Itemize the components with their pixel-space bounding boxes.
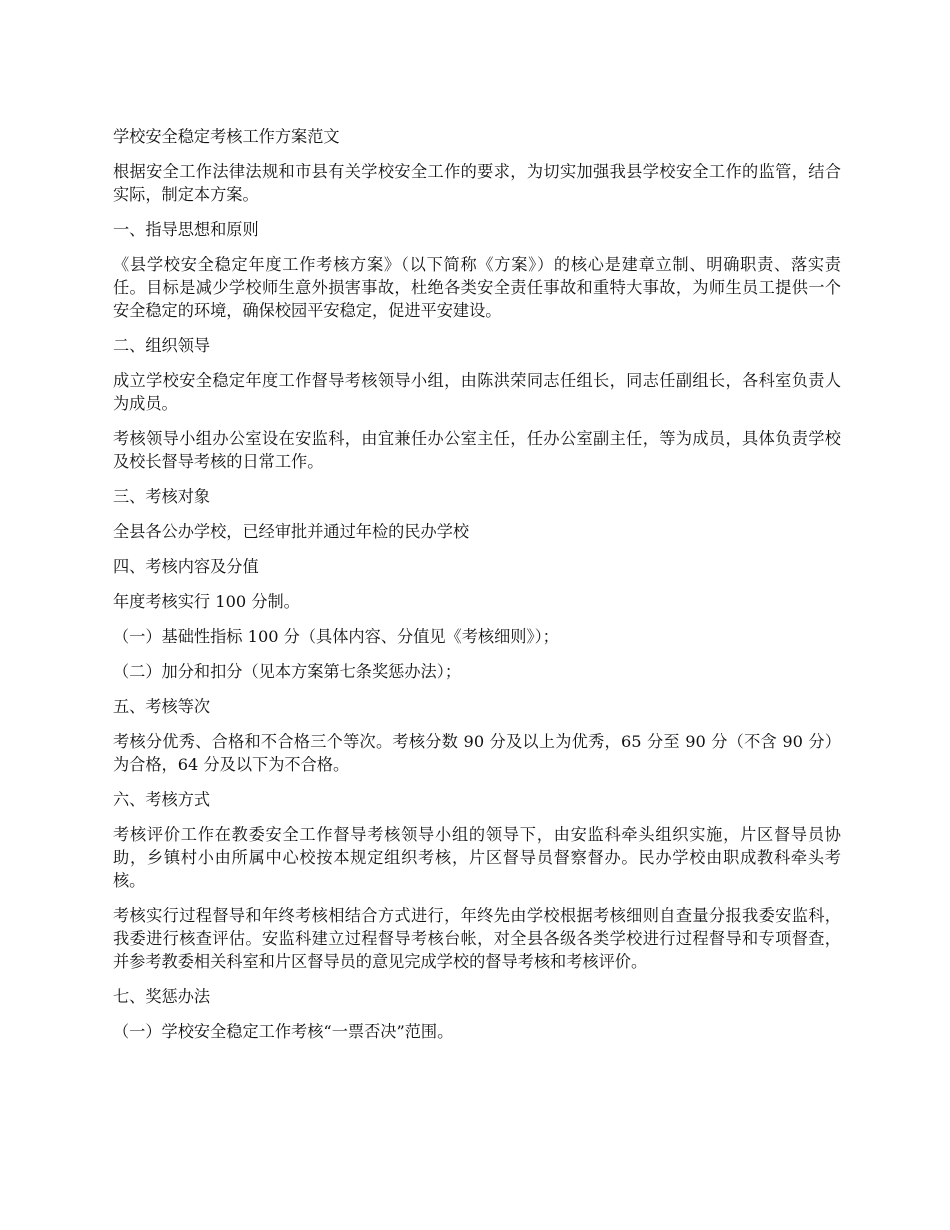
targets-paragraph: 全县各公办学校，已经审批并通过年检的民办学校 — [113, 522, 470, 541]
section-heading-rewards-penalties: 七、奖惩办法 — [113, 987, 211, 1006]
content-item-2: （二）加分和扣分（见本方案第七条奖惩办法）； — [113, 662, 462, 681]
document-title: 学校安全稳定考核工作方案范文 — [113, 127, 340, 146]
section-heading-guiding-principles: 一、指导思想和原则 — [113, 220, 259, 239]
organization-paragraph-1: 成立学校安全稳定年度工作督导考核领导小组，由陈洪荣同志任组长，同志任副组长，各科室负责人为成员。 — [113, 371, 841, 413]
rewards-penalties-item-1: （一）学校安全稳定工作考核“一票否决”范围。 — [113, 1022, 454, 1041]
section-heading-methods: 六、考核方式 — [113, 790, 211, 809]
methods-paragraph-2: 考核实行过程督导和年终考核相结合方式进行，年终先由学校根据考核细则自查量分报我委安监科，我委进行核查评估。安监科建立过程督导考核台帐，对全县各级各类学校进行过程督导和专项督查，并参考教委相关科室和片区督导员的意见完成学校的督导考核和考核评价。 — [113, 906, 841, 971]
grades-paragraph: 考核分优秀、合格和不合格三个等次。考核分数 90 分及以上为优秀，65 分至 90 分（不含 90 分）为合格，64 分及以下为不合格。 — [113, 732, 841, 774]
organization-paragraph-2: 考核领导小组办公室设在安监科，由宜兼任办公室主任，任办公室副主任，等为成员，具体负责学校及校长督导考核的日常工作。 — [113, 429, 841, 471]
section-heading-targets: 三、考核对象 — [113, 487, 211, 506]
document-page — [113, 125, 841, 1055]
content-item-1: （一）基础性指标 100 分（具体内容、分值见《考核细则》）； — [113, 627, 559, 646]
guiding-principles-paragraph: 《县学校安全稳定年度工作考核方案》（以下简称《方案》）的核心是建章立制、明确职责、落实责任。目标是减少学校师生意外损害事故，杜绝各类安全责任事故和重特大事故，为师生员工提供一个安全稳定的环境，确保校园平安稳定，促进平安建设。 — [113, 255, 841, 320]
methods-paragraph-1: 考核评价工作在教委安全工作督导考核领导小组的领导下，由安监科牵头组织实施，片区督导员协助，乡镇村小由所属中心校按本规定组织考核，片区督导员督察督办。民办学校由职成教科牵头考核。 — [113, 825, 841, 890]
content-scores-paragraph: 年度考核实行 100 分制。 — [113, 592, 300, 611]
section-heading-content-scores: 四、考核内容及分值 — [113, 557, 259, 576]
section-heading-organization: 二、组织领导 — [113, 336, 211, 355]
intro-paragraph: 根据安全工作法律法规和市县有关学校安全工作的要求，为切实加强我县学校安全工作的监管，结合实际，制定本方案。 — [113, 162, 841, 204]
section-heading-grades: 五、考核等次 — [113, 697, 211, 716]
